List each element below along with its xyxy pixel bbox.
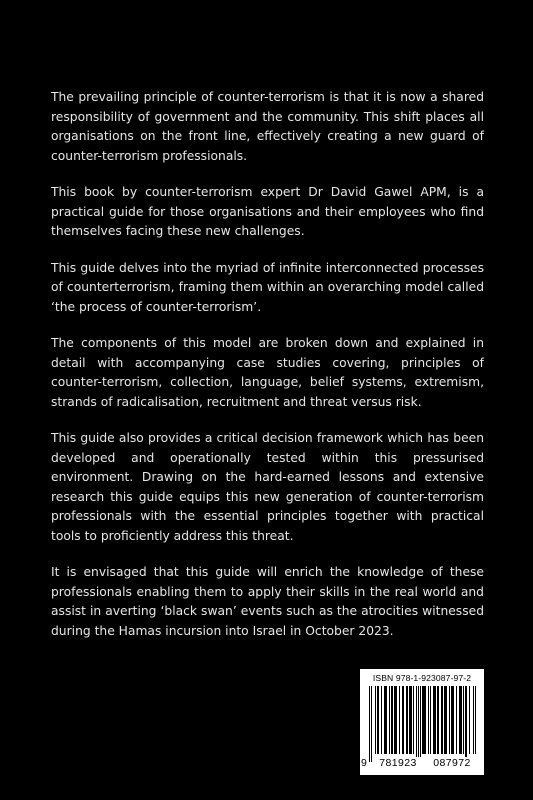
barcode-bars: [369, 686, 477, 762]
barcode-bar: [422, 686, 425, 754]
barcode-digits-group-1: 781923: [374, 757, 422, 769]
barcode-bar: [465, 686, 466, 762]
barcode-bar: [459, 686, 462, 754]
barcode-bar: [463, 686, 464, 754]
barcode-bar: [437, 686, 439, 754]
blurb-paragraph-5: This guide also provides a critical decision framework which has been developed and operationally tested within this pressurised environment. Drawing on the hard-earned lessons and extensive research this guide equips this new generation of counter-terrorism professionals with the essential principles together with practical tools to proficiently address this threat.: [51, 431, 484, 543]
barcode-bar: [451, 686, 454, 754]
barcode-bar: [406, 686, 408, 754]
barcode-bar: [384, 686, 387, 754]
barcode-bar: [416, 686, 417, 762]
barcode-digit-lead: 9: [361, 757, 367, 769]
barcode-bar: [444, 686, 446, 754]
barcode-bar: [449, 686, 450, 754]
barcode-bar: [389, 686, 390, 754]
blurb-paragraph-6: It is envisaged that this guide will enrich the knowledge of these professionals enabling them to apply their skills in the real world and assist in averting ‘black swan’ events such as the atrocities witnessed during the Hamas incursion into Israel in October 2023.: [51, 565, 484, 638]
barcode-digits-group-2: 087972: [427, 757, 477, 769]
isbn-barcode: [360, 669, 484, 775]
barcode-bar: [420, 686, 421, 762]
barcode-bar: [402, 686, 404, 754]
barcode-bar: [456, 686, 457, 754]
blurb-paragraph-1: The prevailing principle of counter-terrorism is that it is now a shared responsibility of government and the community. This shift places all organisations on the front line, effectively creating a new guard of counter-terrorism professionals.: [51, 90, 484, 163]
barcode-bar: [381, 686, 382, 754]
blurb-paragraph-4: The components of this model are broken down and explained in detail with accompanying case studies covering, principles of counter-terrorism, collection, language, belief systems, extremism, strands of radicalisation, recruitment and threat versus risk.: [51, 336, 484, 409]
barcode-bar: [394, 686, 397, 754]
barcode-bar: [369, 686, 370, 762]
barcode-bar: [391, 686, 393, 754]
barcode-bar: [475, 686, 476, 754]
barcode-bar: [473, 686, 474, 754]
barcode-bar: [428, 686, 429, 754]
barcode-bar: [377, 686, 379, 754]
blurb-paragraph-3: This guide delves into the myriad of infinite interconnected processes of counterterrorism, framing them within an overarching model called ‘the process of counter-terrorism’.: [51, 260, 484, 314]
barcode-bar: [418, 686, 419, 762]
barcode-bar: [371, 686, 372, 762]
isbn-label: ISBN 978-1-923087-97-2: [372, 673, 472, 683]
barcode-bar: [409, 686, 412, 754]
barcode-bar: [399, 686, 400, 754]
barcode-bar: [430, 686, 431, 754]
barcode-bar: [469, 686, 470, 754]
barcode-bar: [375, 686, 376, 754]
blurb-paragraph-2: This book by counter-terrorism expert Dr David Gawel APM, is a practical guide for those organisations and their employees who find themselves facing these new challenges.: [51, 185, 484, 238]
barcode-digits: [361, 757, 483, 773]
blurb-text: [51, 88, 484, 658]
barcode-bar: [441, 686, 443, 754]
barcode-bar: [413, 686, 414, 754]
barcode-bar: [433, 686, 436, 754]
